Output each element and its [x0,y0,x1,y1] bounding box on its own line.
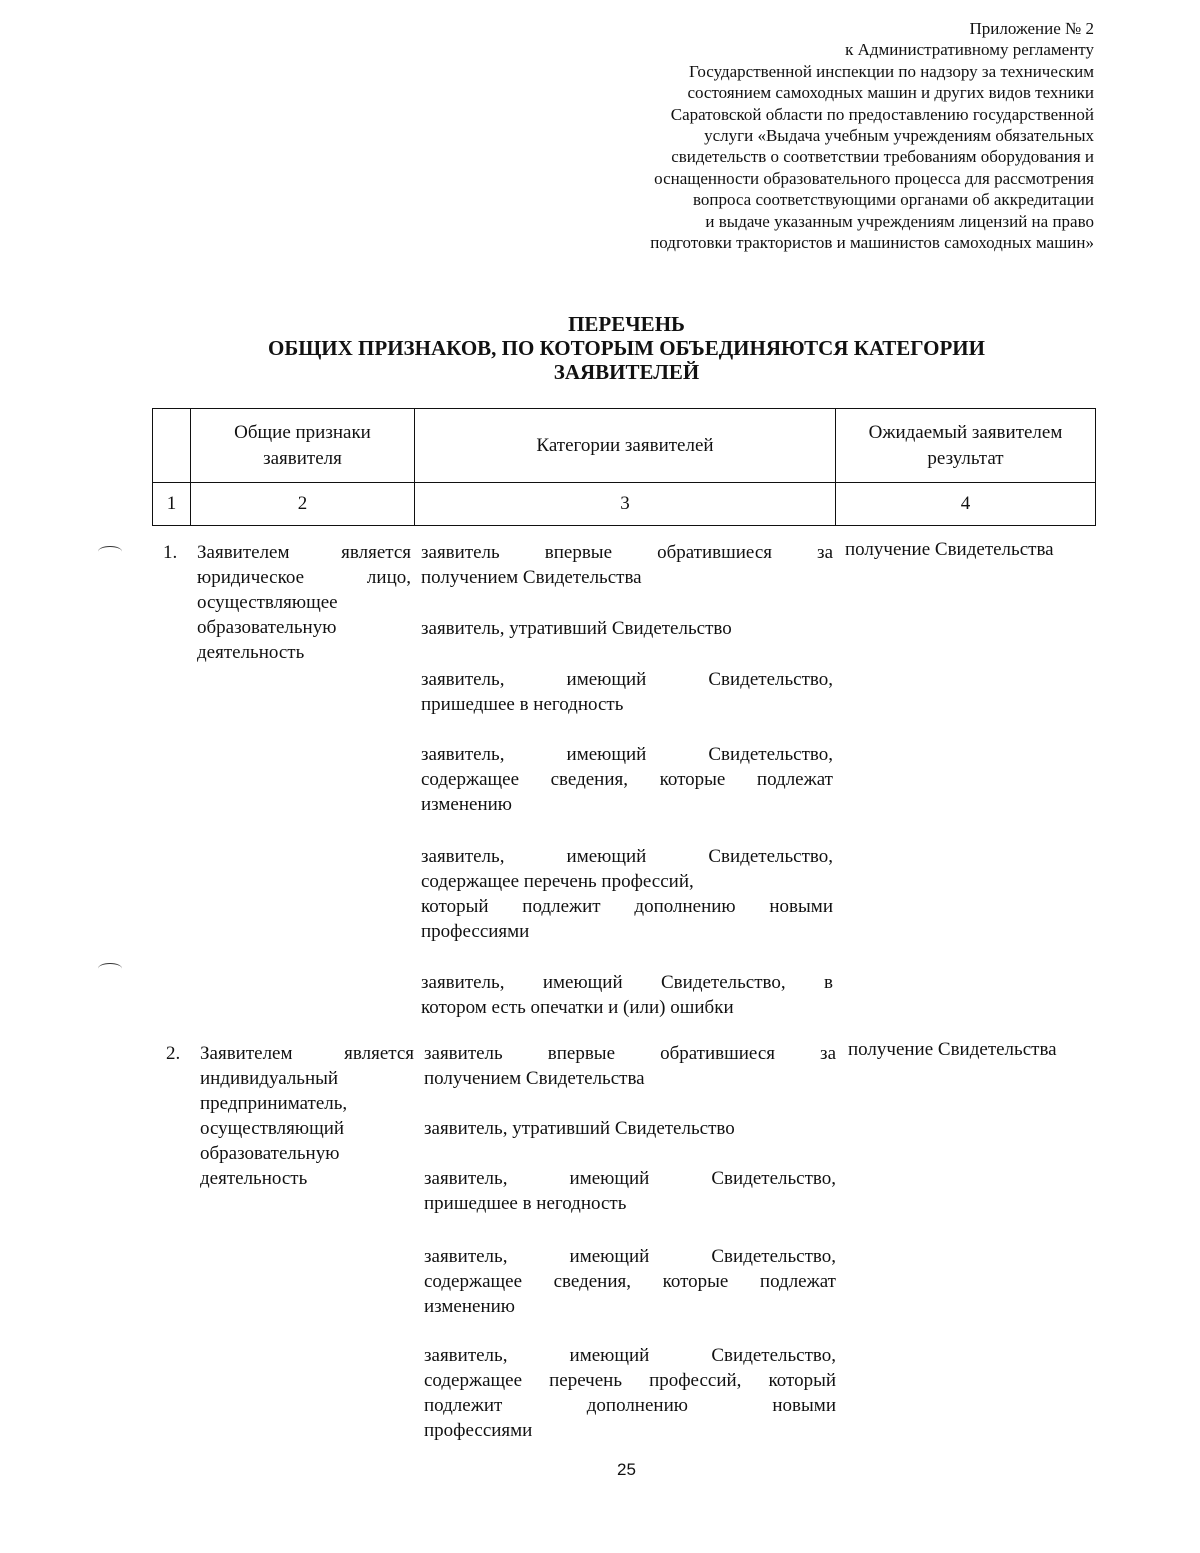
header-row [153,409,1096,483]
category-line: содержащее сведения, которые подлежат [424,1271,836,1292]
category-line: заявитель, имеющий Свидетельство, в [421,972,833,993]
row-1-sign [197,540,411,665]
category-line: заявитель, имеющий Свидетельство, [424,1246,836,1267]
sign-line: юридическое лицо, [197,567,411,588]
category-item [421,667,833,717]
category-line: содержащее перечень профессий, который [424,1370,836,1391]
column-number-row [153,483,1096,526]
category-item [424,1166,836,1216]
appendix-header [534,18,1094,253]
scan-mark [98,546,122,557]
category-item [421,844,833,944]
sign-line: осуществляющий [200,1118,345,1139]
category-line: котором есть опечатки и (или) ошибки [421,997,734,1018]
sign-line: Заявителем является [200,1043,414,1064]
category-line: заявитель впервые обратившиеся за [421,542,833,563]
sign-line: Заявителем является [197,542,411,563]
sign-line: образовательную [200,1143,340,1164]
appendix-line: оснащенности образовательного процесса для рассмотрения [654,168,1094,188]
sign-line: деятельность [200,1168,308,1189]
sign-line: индивидуальный [200,1068,339,1089]
column-number: 3 [415,483,836,526]
category-line: подлежит дополнению новыми [424,1395,836,1416]
category-line: содержащее перечень профессий, [421,871,694,892]
category-item [424,1041,836,1091]
appendix-line: Приложение № 2 [969,19,1094,38]
category-item [421,540,833,590]
column-number: 1 [153,483,191,526]
row-1-result: получение Свидетельства [845,539,1054,560]
category-line: заявитель, имеющий Свидетельство, [421,744,833,765]
category-line: заявитель, утративший Свидетельство [424,1118,735,1139]
category-line: получением Свидетельства [424,1068,645,1089]
category-line: изменению [424,1296,515,1317]
category-line: заявитель, утративший Свидетельство [421,618,732,639]
sign-line: осуществляющее [197,592,338,613]
column-number: 4 [836,483,1096,526]
document-title-line-2: ОБЩИХ ПРИЗНАКОВ, ПО КОТОРЫМ ОБЪЕДИНЯЮТСЯ КАТЕГОРИИ [268,336,985,360]
header-cell-signs: Общие признаки заявителя [191,409,415,483]
appendix-line: состоянием самоходных машин и других видов техники [687,83,1094,103]
category-line: заявитель, имеющий Свидетельство, [421,846,833,867]
row-2-sign [200,1041,414,1191]
category-line: пришедшее в негодность [424,1193,627,1214]
category-item [424,1116,836,1141]
category-line: получением Свидетельства [421,567,642,588]
header-cell-empty [153,409,191,483]
appendix-line: Государственной инспекции по надзору за техническим [688,61,1094,81]
row-number: 1. [163,542,178,563]
sign-line: образовательную [197,617,337,638]
header-cell-result: Ожидаемый заявителем результат [836,409,1096,483]
appendix-line: Саратовской области по предоставлению государственной [670,104,1094,124]
page-number: 25 [617,1460,636,1479]
header-table [152,408,1096,526]
category-item [421,616,833,641]
category-item [421,970,833,1020]
category-item [424,1343,836,1443]
document-title-line-1: ПЕРЕЧЕНЬ [568,312,685,336]
sign-line: предприниматель, [200,1093,348,1114]
row-2-result: получение Свидетельства [848,1039,1057,1060]
appendix-line: подготовки трактористов и машинистов самоходных машин» [650,233,1094,253]
category-line: который подлежит дополнению новыми [421,896,833,917]
category-line: профессиями [421,921,530,942]
appendix-line: свидетельств о соответствии требованиям оборудования и [671,147,1094,167]
category-line: профессиями [424,1420,533,1441]
category-line: изменению [421,794,512,815]
category-line: содержащее сведения, которые подлежат [421,769,833,790]
column-number: 2 [191,483,415,526]
category-line: заявитель, имеющий Свидетельство, [424,1168,836,1189]
appendix-line: вопроса соответствующими органами об аккредитации [692,190,1094,210]
appendix-line: услуги «Выдача учебным учреждениям обязательных [704,126,1094,146]
category-line: заявитель впервые обратившиеся за [424,1043,836,1064]
category-line: пришедшее в негодность [421,694,624,715]
appendix-line: к Административному регламенту [845,40,1094,60]
category-item [424,1244,836,1319]
category-item [421,742,833,817]
category-line: заявитель, имеющий Свидетельство, [421,669,833,690]
row-number: 2. [166,1043,181,1064]
scan-mark [98,963,122,974]
appendix-line: и выдаче указанным учреждениям лицензий на право [705,211,1094,231]
header-cell-categories: Категории заявителей [415,409,836,483]
sign-line: деятельность [197,642,305,663]
category-line: заявитель, имеющий Свидетельство, [424,1345,836,1366]
document-title-line-3: ЗАЯВИТЕЛЕЙ [553,360,700,384]
